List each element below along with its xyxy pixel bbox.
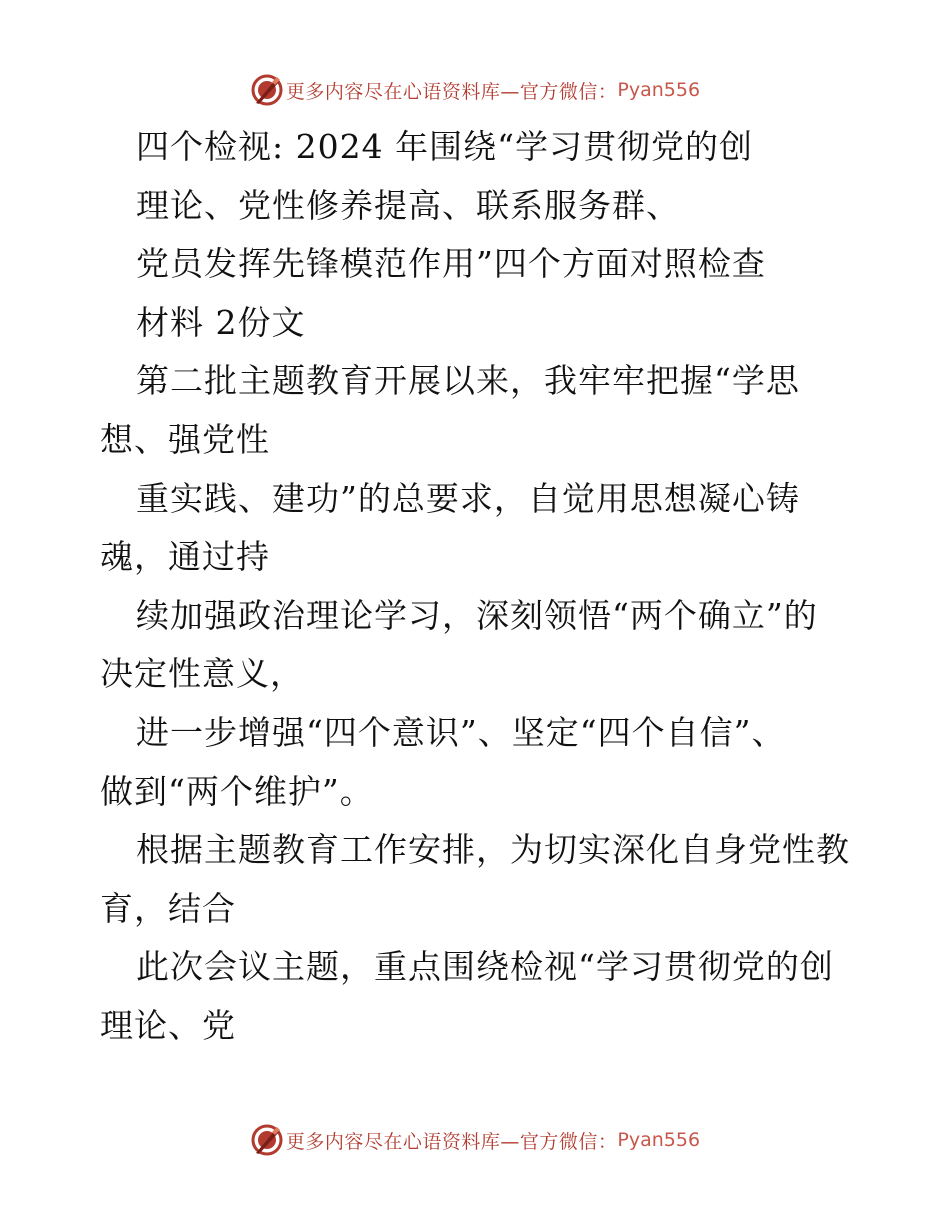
title-line-2: 理论、党性修养提高、联系服务群、: [136, 185, 680, 225]
watermark-text: 更多内容尽在心语资料库—官方微信：: [285, 80, 618, 103]
document-body: [100, 118, 860, 1056]
red-seal-quill-icon: [250, 73, 284, 107]
watermark-text: 更多内容尽在心语资料库—官方微信：: [285, 1130, 618, 1153]
red-seal-quill-icon: [250, 1123, 284, 1157]
paragraph-line: 育，结合: [100, 888, 236, 928]
paragraph-line: 续加强政治理论学习，深刻领悟“两个确立”的: [136, 595, 818, 635]
paragraph-line: 此次会议主题，重点围绕检视“学习贯彻党的创: [136, 947, 834, 987]
watermark-header: [0, 70, 950, 110]
paragraph-line: 第二批主题教育开展以来，我牢牢把握“学思: [136, 361, 800, 401]
watermark-footer: [0, 1120, 950, 1160]
watermark-wechat-id: Pyan556: [617, 79, 701, 101]
paragraph-line: 重实践、建功”的总要求，自觉用思想凝心铸: [136, 478, 800, 518]
paragraph-line: 想、强党性: [100, 419, 270, 459]
paragraph-line: 进一步增强“四个意识”、坚定“四个自信”、: [136, 712, 786, 752]
title-line-4: 材料 2份文: [136, 302, 306, 342]
paragraph-line: 根据主题教育工作安排，为切实深化自身党性教: [136, 830, 850, 870]
watermark-wechat-id: Pyan556: [617, 1129, 701, 1151]
paragraph-line: 魂，通过持: [100, 537, 270, 577]
paragraph-line: 做到“两个维护”。: [100, 771, 374, 811]
title-line-3: 党员发挥先锋模范作用”四个方面对照检查: [136, 244, 766, 284]
title-line-1: 四个检视: 2024 年围绕“学习贯彻党的创: [136, 127, 753, 166]
paragraph-line: 理论、党: [100, 1005, 236, 1045]
paragraph-line: 决定性意义，: [100, 654, 304, 694]
